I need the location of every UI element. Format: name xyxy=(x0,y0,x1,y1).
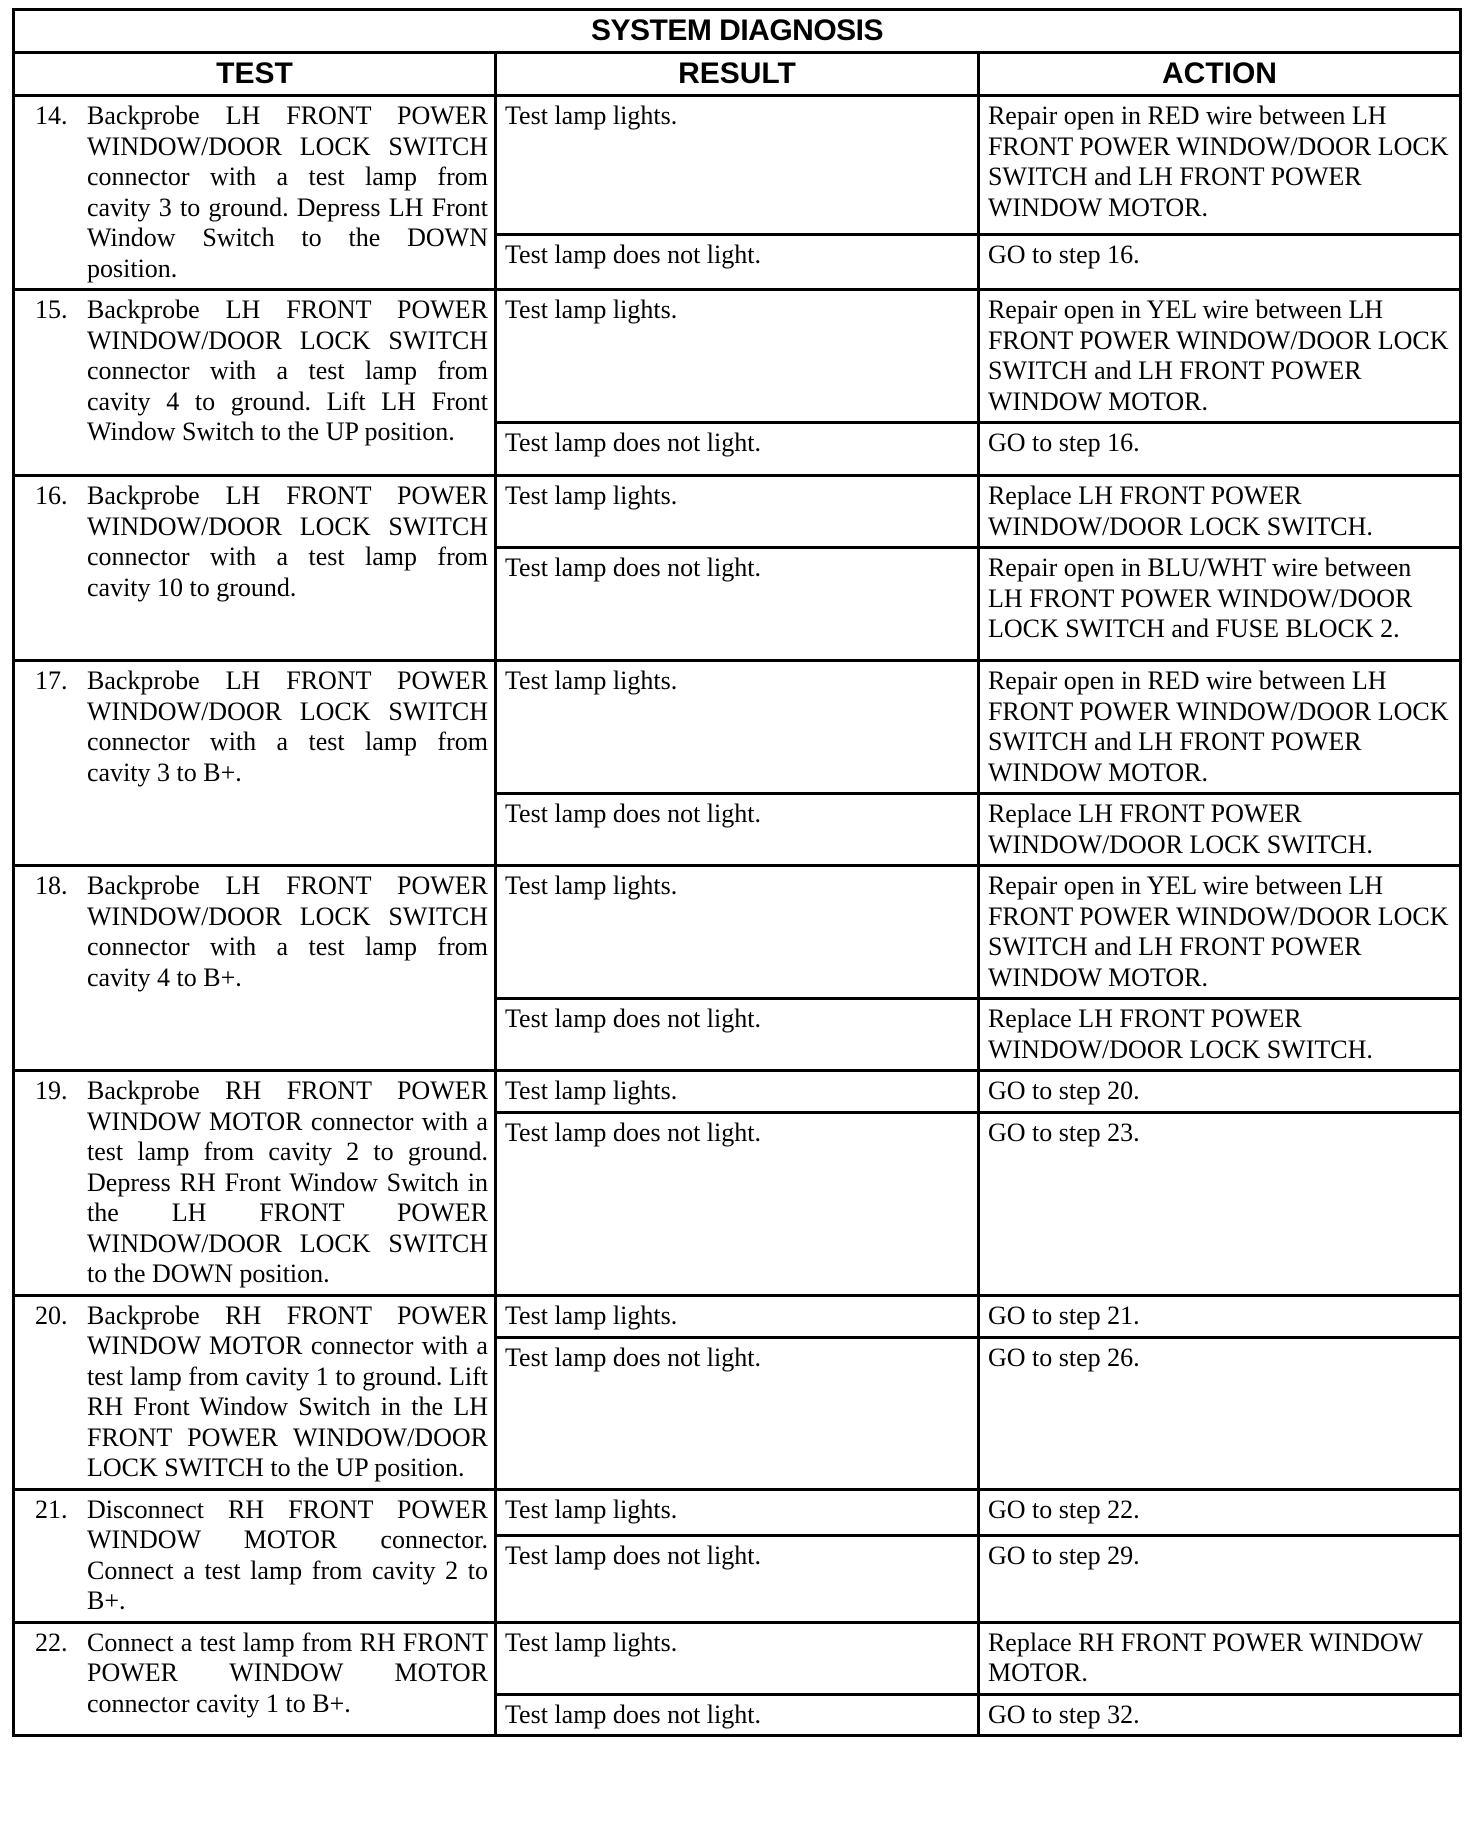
result-cell: Test lamp lights. xyxy=(495,1071,978,1113)
action-cell: Repair open in YEL wire between LH FRONT POWER WINDOW/DOOR LOCK SWITCH and LH FRONT POWER WINDOW MOTOR. xyxy=(978,290,1460,423)
test-instruction: Backprobe RH FRONT POWER WINDOW MOTOR connector with a test lamp from cavity 2 to ground. Depress RH Front Window Switch in the LH FRONT POWER WINDOW/DOOR LOCK SWITCH to the DOWN position. xyxy=(87,1076,488,1288)
action-cell: Replace LH FRONT POWER WINDOW/DOOR LOCK SWITCH. xyxy=(978,999,1460,1071)
table-row xyxy=(14,290,1461,423)
step-number: 15. xyxy=(35,295,68,324)
step-number: 20. xyxy=(35,1300,68,1330)
action-cell: GO to step 16. xyxy=(978,423,1460,476)
table-title: SYSTEM DIAGNOSIS xyxy=(14,10,1461,53)
table-row xyxy=(14,1295,1461,1337)
steps-body xyxy=(14,96,1461,1736)
table-row xyxy=(14,1071,1461,1113)
test-cell xyxy=(14,1295,496,1489)
test-cell xyxy=(14,96,496,290)
test-instruction: Disconnect RH FRONT POWER WINDOW MOTOR connector. Connect a test lamp from cavity 2 to B+. xyxy=(87,1494,488,1615)
action-cell: GO to step 26. xyxy=(978,1337,1460,1489)
action-cell: Replace LH FRONT POWER WINDOW/DOOR LOCK SWITCH. xyxy=(978,794,1460,866)
test-cell xyxy=(14,1622,496,1736)
table-row xyxy=(14,1622,1461,1694)
result-cell: Test lamp does not light. xyxy=(495,548,978,661)
table-row xyxy=(14,866,1461,999)
column-header-action: ACTION xyxy=(978,53,1460,96)
table-row xyxy=(14,96,1461,235)
action-cell: GO to step 32. xyxy=(978,1694,1460,1736)
test-cell xyxy=(14,1489,496,1622)
result-cell: Test lamp lights. xyxy=(495,661,978,794)
system-diagnosis-table xyxy=(12,8,1462,1737)
result-cell: Test lamp does not light. xyxy=(495,423,978,476)
action-cell: GO to step 21. xyxy=(978,1295,1460,1337)
step-number: 18. xyxy=(35,871,68,900)
test-cell xyxy=(14,290,496,476)
action-cell: Repair open in BLU/WHT wire between LH FRONT POWER WINDOW/DOOR LOCK SWITCH and FUSE BLOCK 2. xyxy=(978,548,1460,661)
action-cell: Repair open in RED wire between LH FRONT POWER WINDOW/DOOR LOCK SWITCH and LH FRONT POWER WINDOW MOTOR. xyxy=(978,661,1460,794)
result-cell: Test lamp does not light. xyxy=(495,234,978,289)
result-cell: Test lamp does not light. xyxy=(495,999,978,1071)
step-number: 17. xyxy=(35,666,68,695)
test-cell xyxy=(14,1071,496,1296)
test-instruction: Backprobe RH FRONT POWER WINDOW MOTOR connector with a test lamp from cavity 1 to ground. Lift RH Front Window Switch in the LH FRONT POWER WINDOW/DOOR LOCK SWITCH to the UP position. xyxy=(87,1300,488,1482)
test-instruction: Connect a test lamp from RH FRONT POWER WINDOW MOTOR connector cavity 1 to B+. xyxy=(87,1627,488,1718)
test-instruction: Backprobe LH FRONT POWER WINDOW/DOOR LOCK SWITCH connector with a test lamp from cavity 3 to ground. Depress LH Front Window Switch to the DOWN position. xyxy=(87,101,488,283)
step-number: 14. xyxy=(35,101,68,130)
test-instruction: Backprobe LH FRONT POWER WINDOW/DOOR LOCK SWITCH connector with a test lamp from cavity 3 to B+. xyxy=(87,666,488,787)
test-instruction: Backprobe LH FRONT POWER WINDOW/DOOR LOCK SWITCH connector with a test lamp from cavity 4 to ground. Lift LH Front Window Switch to the UP position. xyxy=(87,295,488,446)
result-cell: Test lamp does not light. xyxy=(495,794,978,866)
test-instruction: Backprobe LH FRONT POWER WINDOW/DOOR LOCK SWITCH connector with a test lamp from cavity 4 to B+. xyxy=(87,871,488,992)
table-row xyxy=(14,476,1461,548)
step-number: 21. xyxy=(35,1494,68,1524)
action-cell: GO to step 22. xyxy=(978,1489,1460,1536)
result-cell: Test lamp lights. xyxy=(495,1622,978,1694)
test-cell xyxy=(14,866,496,1071)
action-cell: GO to step 29. xyxy=(978,1536,1460,1622)
action-cell: GO to step 20. xyxy=(978,1071,1460,1113)
action-cell: Replace LH FRONT POWER WINDOW/DOOR LOCK SWITCH. xyxy=(978,476,1460,548)
result-cell: Test lamp lights. xyxy=(495,1489,978,1536)
result-cell: Test lamp lights. xyxy=(495,290,978,423)
test-cell xyxy=(14,661,496,866)
column-header-result: RESULT xyxy=(495,53,978,96)
result-cell: Test lamp does not light. xyxy=(495,1337,978,1489)
table-row xyxy=(14,1489,1461,1536)
action-cell: GO to step 23. xyxy=(978,1112,1460,1295)
step-number: 22. xyxy=(35,1627,68,1657)
result-cell: Test lamp lights. xyxy=(495,96,978,235)
action-cell: Repair open in RED wire between LH FRONT POWER WINDOW/DOOR LOCK SWITCH and LH FRONT POWER WINDOW MOTOR. xyxy=(978,96,1460,235)
step-number: 19. xyxy=(35,1076,68,1105)
table-row xyxy=(14,661,1461,794)
test-instruction: Backprobe LH FRONT POWER WINDOW/DOOR LOCK SWITCH connector with a test lamp from cavity 10 to ground. xyxy=(87,481,488,602)
test-cell xyxy=(14,476,496,661)
action-cell: Replace RH FRONT POWER WINDOW MOTOR. xyxy=(978,1622,1460,1694)
action-cell: Repair open in YEL wire between LH FRONT POWER WINDOW/DOOR LOCK SWITCH and LH FRONT POWER WINDOW MOTOR. xyxy=(978,866,1460,999)
result-cell: Test lamp lights. xyxy=(495,476,978,548)
result-cell: Test lamp does not light. xyxy=(495,1536,978,1622)
result-cell: Test lamp lights. xyxy=(495,1295,978,1337)
result-cell: Test lamp does not light. xyxy=(495,1694,978,1736)
step-number: 16. xyxy=(35,481,68,510)
column-header-test: TEST xyxy=(14,53,496,96)
result-cell: Test lamp lights. xyxy=(495,866,978,999)
action-cell: GO to step 16. xyxy=(978,234,1460,289)
result-cell: Test lamp does not light. xyxy=(495,1112,978,1295)
